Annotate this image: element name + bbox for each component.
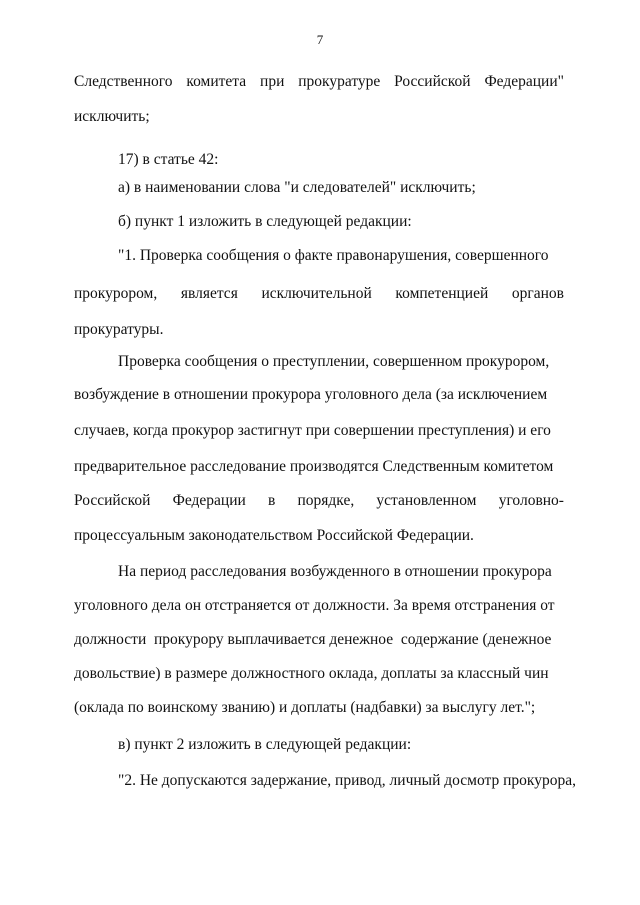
text-line: довольствие) в размере должностного оклада, доплаты за классный чин [74,665,549,682]
word: в [267,492,276,509]
word: исключительной [261,285,372,302]
subitem-a: а) в наименовании слова "и следователей" исключить; [118,179,476,196]
subitem-v: в) пункт 2 изложить в следующей редакции: [118,736,412,753]
word: органов [511,285,564,302]
word: уголовно- [498,492,564,509]
text-line [74,491,564,511]
paragraph-start: На период расследования возбужденного в отношении прокурора [118,563,552,580]
word: является [180,285,238,302]
word: прокурором, [74,285,158,302]
word: Федерации [172,492,246,509]
text-line: возбуждение в отношении прокурора уголовного дела (за исключением [74,386,548,403]
text-line: прокуратуры. [74,321,164,338]
word: прокуратуре [298,73,381,90]
text-line: исключить; [74,108,150,125]
subitem-b: б) пункт 1 изложить в следующей редакции: [118,213,412,230]
quoted-paragraph-2: "2. Не допускаются задержание, привод, личный досмотр прокурора, [118,772,576,789]
paragraph-start: Проверка сообщения о преступлении, совершенном прокурором, [118,353,550,370]
quoted-paragraph-1: "1. Проверка сообщения о факте правонарушения, совершенного [118,247,549,264]
list-item-heading: 17) в статье 42: [118,151,219,168]
text-line: уголовного дела он отстраняется от должности. За время отстранения от [74,597,555,614]
word: Российской [74,492,151,509]
text-line: должности прокурору выплачивается денежное содержание (денежное [74,631,552,648]
word: при [260,73,285,90]
text-line: предварительное расследование производятся Следственным комитетом [74,458,554,475]
text-line: (оклада по воинскому званию) и доплаты (надбавки) за выслугу лет."; [74,699,536,716]
text-line: процессуальным законодательством Российской Федерации. [74,527,474,544]
text-line: случаев, когда прокурор застигнут при совершении преступления) и его [74,422,551,439]
word: Федерации" [484,73,564,90]
word: Следственного [74,73,173,90]
page-number: 7 [316,32,324,47]
word: установленном [376,492,477,509]
text-line [74,72,564,92]
word: Российской [394,73,471,90]
text-line [74,284,564,304]
word: комитета [186,73,247,90]
word: порядке, [297,492,355,509]
word: компетенцией [395,285,489,302]
